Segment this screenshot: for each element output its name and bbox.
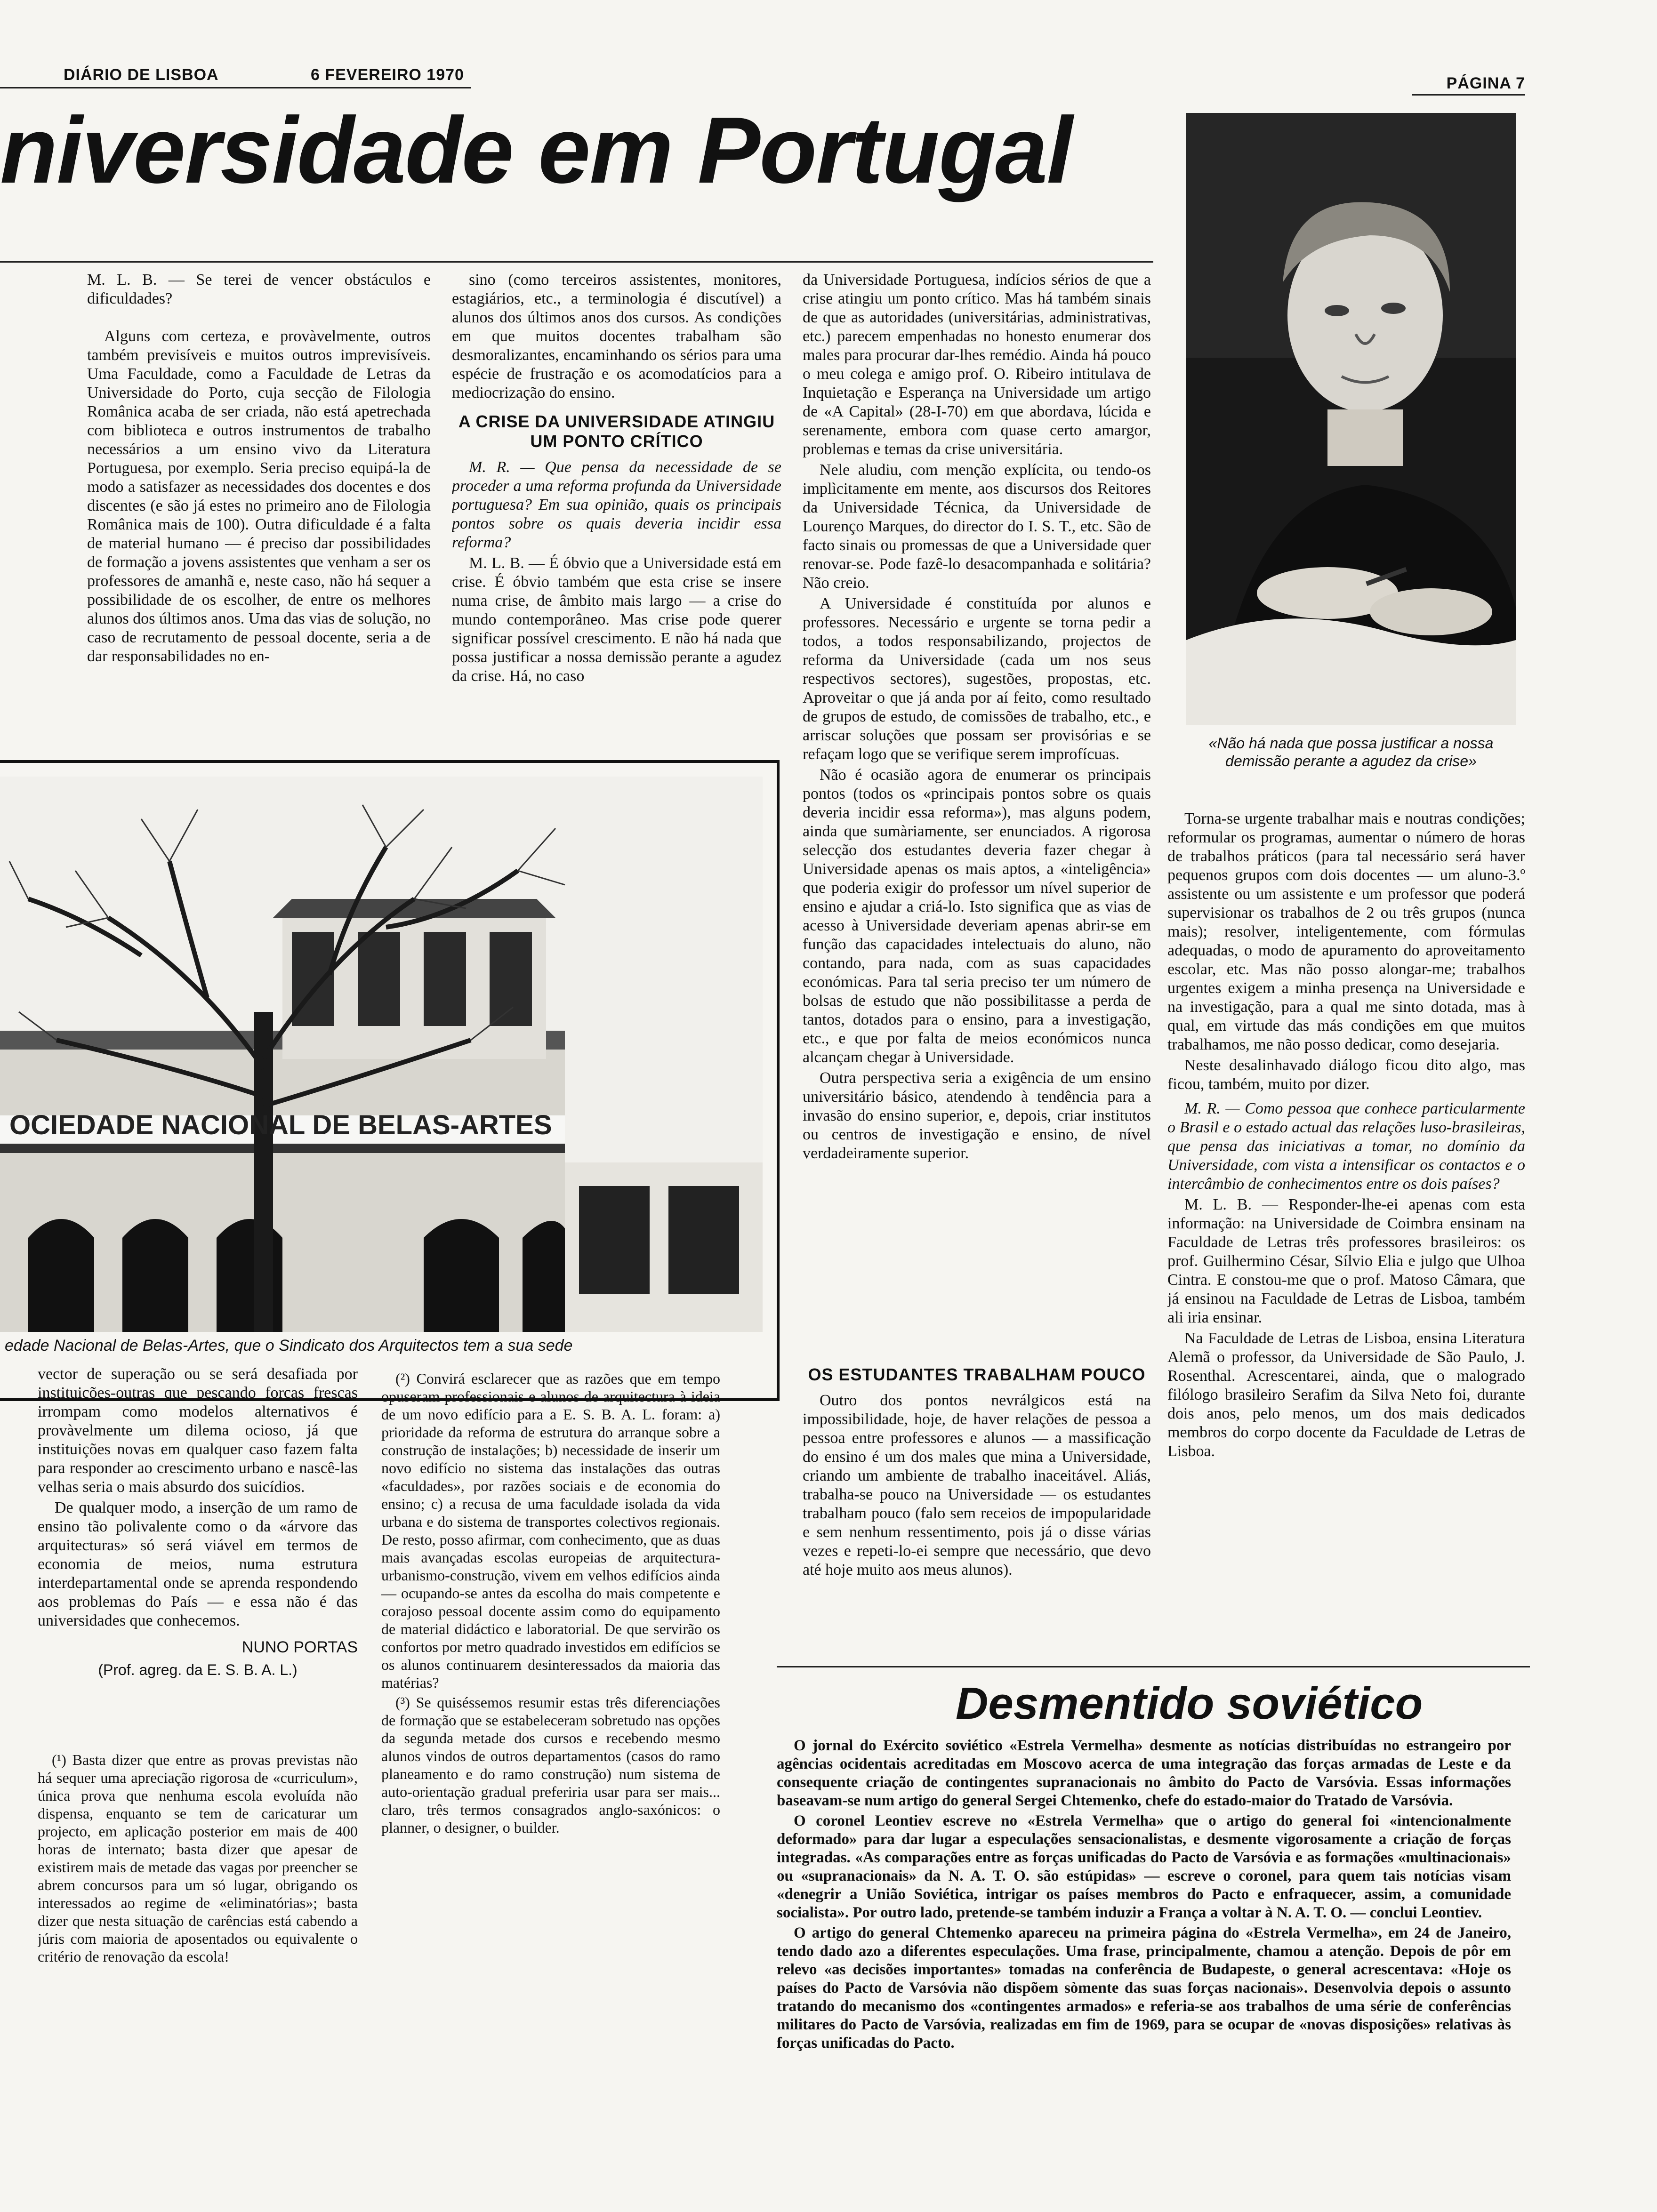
building-photo-caption: edade Nacional de Belas-Artes, que o Sindicato dos Arquitectos tem a sua sede <box>5 1337 573 1354</box>
building-sign: OCIEDADE NACIONAL DE BELAS-ARTES <box>9 1110 552 1140</box>
paragraph: sino (como terceiros assistentes, monitores, estagiários, etc., a terminologia é discutível) a alunos dos últimos anos dos cursos. As condições em que muitos docentes trabalham são desmoralizantes, encaminhando os sérios para uma espécie de frustração e os acomodatícios para a mediocrização do ensino. <box>452 271 781 401</box>
interview-answer: M. L. B. — Responder-lhe-ei apenas com esta informação: na Universidade de Coimbra ensinam na Faculdade de Letras três professores brasileiros: os prof. Guilhermino César, Sílvio Elia e julgo que Ulhoa Cintra. E constou-me que o prof. Matoso Câmara, que já ensinou na Faculdade de Letras de Lisboa, também ali iria ensinar. <box>1167 1196 1525 1326</box>
footnote-1 <box>38 1751 358 2080</box>
portrait-illustration <box>1186 113 1516 725</box>
bottom-column-middle <box>381 1370 720 2085</box>
masthead-rule <box>0 87 471 88</box>
paragraph: Torna-se urgente trabalhar mais e noutras condições; reformular os programas, aumentar o número de horas de trabalhos práticos (para tal necessário será haver pequenos grupos com dois docentes — um aluno-3.º assistente ou um assistente e um professor que poderá supervisionar os trabalhos de 2 ou três grupos (nunca mais); resolver, inteligentemente, com fórmulas adequadas, o modo de apuramento do aproveitamento escolar, etc. Mas não posso alongar-me; trabalhos urgentes exigem a minha presença na Universidade e na investigação, para a qual me sinto dotada, mas à qual, em virtude das más condições em que muitos trabalhamos, me não posso dedicar, como desejaria. <box>1167 810 1525 1053</box>
footnote-text: (²) Convirá esclarecer que as razões que em tempo opuseram professionais e alunos de arquitectura à ideia de um novo edifício para a E. S. B. A. L. foram: a) prioridade da reforma de estrutura do arranque sobre a construção de instalações; b) necessidade de inserir um novo edifício no sistema das instalações das outras «faculdades», por razões sociais e de economia do ensino; c) a recusa de uma faculdade isolada da vida urbana e do sistema de transportes colectivos regionais. De resto, posso afirmar, com conhecimento, que as duas mais avançadas escolas europeias de arquitectura-urbanismo-construção, vivem em velhos edifícios ainda — ocupando-se antes da escolha do mais competente e corajoso pessoal docente assim como do equipamento de material didáctico e laboratorial. De que servirão os confortos por metro quadrado investidos em edifícios se os alunos continuarem desinteressados da maioria das matérias? <box>381 1370 720 1691</box>
headline: niversidade em Portugal <box>0 98 1072 203</box>
headline-rule <box>0 261 1153 263</box>
building-illustration <box>0 777 763 1332</box>
box-top-rule <box>777 1666 1530 1667</box>
bottom-column-left <box>38 1365 358 1741</box>
paragraph: Nele aludiu, com menção explícita, ou tendo-os implìcitamente em mente, aos discursos dos Reitores da Universidade Técnica, da Universidade de Lourenço Marques, do director do I. S. T., etc. São de facto sinais ou promessas de que a Universidade quer renovar-se. Pode fazê-lo desacompanhada e solitária? Não creio. <box>803 461 1151 592</box>
interview-question: M. R. — Como pessoa que conhece particularmente o Brasil e o estado actual das relações luso-brasileiras, que pensa das iniciativas a tomar, no domínio da Universidade, com vista a intensificar os contactos e o intercâmbio de conhecimentos entre os dois países? <box>1167 1100 1525 1193</box>
article-column-4 <box>1167 809 1525 1657</box>
footnote-text: (³) Se quiséssemos resumir estas três diferenciações de formação que se estabeleceram sobretudo nas opções da segunda metade dos cursos e recebendo mesmo alunos vindos de outros departamentos (casos do ramo planeamento e do ramo construção) num sistema de auto-orientação gradual preferiria usar para ser mais... claro, três termos consagrados anglo-saxónicos: o planner, o designer, o builder. <box>381 1694 720 1836</box>
building-photo <box>0 777 763 1332</box>
article-column-3 <box>803 271 1151 1348</box>
page-number: PÁGINA 7 <box>1446 74 1525 92</box>
paragraph: O jornal do Exército soviético «Estrela Vermelha» desmente as notícias distribuídas no estrangeiro por agências ocidentais acreditadas em Moscovo acerca de uma integração das forças armadas de Leste e da consequente criação de contingentes supranacionais no âmbito do Pacto de Varsóvia. Essas informações baseavam-se num artigo do general Sergei Chtemenko, chefe do estado-maior do Tratado de Varsóvia. <box>777 1737 1511 1809</box>
interview-answer: M. L. B. — É óbvio que a Universidade está em crise. É óbvio também que esta crise se insere numa crise, de âmbito mais largo — a crise do mundo contemporâneo. Mas crise pode querer significar possível crescimento. E não há nada que possa justificar a nossa demissão perante a agudez da crise. Há, no caso <box>452 554 781 685</box>
article-column-3-continued <box>803 1355 1151 1619</box>
paragraph: Não é ocasião agora de enumerar os principais pontos (todos os «principais pontos sobre os quais deveria incidir essa reforma»), mas alguns podem, ainda que sumàriamente, ser enunciados. A rigorosa selecção dos estudantes deveria fazer chegar à Universidade apenas os mais aptos, a «inteligência» que poderia exigir do professor um nível superior de ensino e ajudar a criá-lo. Isto significa que as vias de acesso à Universidade deveriam apenas abrir-se em função das capacidades intelectuais do aluno, não contando, para nada, com as suas capacidades económicas. Para tal seria preciso ter um número de bolsas de estudo que não possibilitasse a perda de tantos, dotados para o ensino, para a investigação, etc., e que por falta de meios económicos nunca alcançam chegar à Universidade. <box>803 766 1151 1066</box>
paragraph: vector de superação ou se será desafiada por instituições-outras que pescando forças frescas irrompam como modelos alternativos é provàvelmente um dilema ocioso, já que instituições novas em qualquer caso fazem falta para responder ao crescimento urbano e nascê-las velhas seria o mais absurdo dos suicídios. <box>38 1365 358 1496</box>
author-name: NUNO PORTAS <box>241 1638 358 1656</box>
paragraph: Neste desalinhavado diálogo ficou dito algo, mas ficou, também, muito por dizer. <box>1167 1057 1525 1093</box>
subheading-students: OS ESTUDANTES TRABALHAM POUCO <box>808 1365 1146 1384</box>
paragraph: Alguns com certeza, e provàvelmente, outros também previsíveis e muitos outros imprevisíveis. Uma Faculdade, como a Faculdade de Letras da Universidade do Porto, cuja secção de Filologia Românica acaba de ser criada, não está apetrechada com biblioteca e outros instrumentos de trabalho necessários a um ensino vivo da Literatura Portuguesa, por exemplo. Seria preciso equipá-la de modo a satisfazer as necessidades dos docentes e dos discentes (e são já estes no primeiro ano de Filologia Românica mais de 100). Outra dificuldade é a falta de material humano — é preciso dar possibilidades de formação a jovens assistentes que venham a ser os professores de amanhã e, neste caso, não há sequer a possibilidade de os escolher, de entre os melhores alunos dos últimos anos. Uma das vias de solução, no caso de recrutamento de pessoal docente, seria a de dar responsabilidades no en- <box>87 328 431 665</box>
portrait-photo <box>1186 113 1516 725</box>
box-article <box>777 1737 1511 2198</box>
paragraph: A Universidade é constituída por alunos e professores. Necessário e urgente se torna pedir a todos, a todos responsabilizando, projectos de reforma da Universidade (cada um nos seus respectivos sectores), sugestões, propostas, etc. Aproveitar o que já anda por aí feito, como resultado de grupos de estudo, de comissões de trabalho, etc., e arriscar soluções que possam ser provisórias e se refaçam logo que se verifique serem improfícuas. <box>803 595 1151 763</box>
article-column-1 <box>87 271 431 746</box>
paragraph: Outro dos pontos nevrálgicos está na impossibilidade, hoje, de haver relações de pessoa a pessoa entre professores e alunos — a massificação do ensino é um dos males que mina a Universidade, criando um ambiente de trabalho inaceitável. Aliás, trabalha-se pouco na Universidade — os estudantes trabalham pouco (falo sem receios de impopularidade e sem nenhum ressentimento, pois já o disse várias vezes e repeti-lo-ei sempre que necessário, que devo até hoje muito aos meus alunos). <box>803 1392 1151 1579</box>
masthead-rule-right <box>1412 94 1525 96</box>
author-title: (Prof. agreg. da E. S. B. A. L.) <box>98 1661 298 1678</box>
interview-question: M. R. — Que pensa da necessidade de se proceder a uma reforma profunda da Universidade portuguesa? Em sua opinião, quais os principais pontos sobre os quais deveria incidir essa reforma? <box>452 458 781 551</box>
article-column-2 <box>452 271 781 746</box>
paragraph: Na Faculdade de Letras de Lisboa, ensina Literatura Alemã o professor, da Universidade de São Paulo, J. Rosenthal. Acrescentarei, ainda, que o malogrado filólogo brasileiro Serafim da Silva Neto foi, durante dois anos, pelo menos, um dos mais dedicados membros do corpo docente da Faculdade de Letras de Lisboa. <box>1167 1330 1525 1460</box>
paragraph: O coronel Leontiev escreve no «Estrela Vermelha» que o artigo do general foi «intencionalmente deformado» para dar lugar a especulações sensacionalistas, e desmente vigorosamente a criação de forças integradas. «As comparações entre as forças unificadas do Pacto de Varsóvia e as formações «multinacionais» ou «supranacionais» da N. A. T. O. são estúpidas» — escreve o coronel, para quem tais notícias visam «denegrir a União Soviética, intrigar os países membros do Pacto e enfraquecer, assim, a comunidade socialista». Por outro lado, pretende-se também induzir a França a voltar à N. A. T. O. — conclui Leontiev. <box>777 1812 1511 1921</box>
paragraph: M. L. B. — Se terei de vencer obstáculos e dificuldades? <box>87 271 431 307</box>
paragraph: O artigo do general Chtemenko apareceu na primeira página do «Estrela Vermelha», em 24 de Janeiro, tendo dado azo a diferentes especulações. Uma frase, principalmente, chamou a atenção. Depois de pôr em relevo «as decisões importantes» tomadas na conferência de Budapeste, o general acrescentava: «Hoje os países do Pacto de Varsóvia não dispõem sòmente das suas forças nacionais». Desenvolvia depois o assunto tratando do mecanismo dos «contingentes armados» e referia-se aos trabalhos de uma série de conferências militares do Pacto de Varsóvia, realizadas em fim de 1969, para se ocupar de «novas disposições» relativas às forças unificadas do Pacto. <box>777 1924 1511 2052</box>
subheading-crisis: A CRISE DA UNIVERSIDADE ATINGIU UM PONTO CRÍTICO <box>458 412 775 451</box>
newspaper-name: DIÁRIO DE LISBOA <box>64 66 219 84</box>
portrait-caption: «Não há nada que possa justificar a nossa demissão perante a agudez da crise» <box>1208 735 1494 769</box>
paragraph: Outra perspectiva seria a exigência de um ensino universitário básico, atendendo à tendência para a invasão do ensino superior, e, depois, criar institutos ou centros de investigação e ensino, de nível verdadeiramente superior. <box>803 1069 1151 1162</box>
paragraph: da Universidade Portuguesa, indícios sérios de que a crise atingiu um ponto crítico. Mas há também sinais de que as autoridades (universitárias, administrativas, etc.) parecem empenhadas no honesto enumerar dos males para procurar dar-lhes remédio. Ainda há pouco o meu colega e amigo prof. O. Ribeiro intitulava de Inquietação e Esperança na Universidade um artigo de «A Capital» (28-I-70) em que abordava, lúcida e serenamente, embora com quase certo amargor, problemas e temas da crise universitária. <box>803 271 1151 458</box>
paragraph: De qualquer modo, a inserção de um ramo de ensino tão polivalente como o da «árvore das arquitecturas» só será viável em termos de economia de meios, numa estrutura interdepartamental onde se aprenda respondendo aos problemas do País — e essa não é das universidades que conhecemos. <box>38 1499 358 1629</box>
issue-date: 6 FEVEREIRO 1970 <box>311 66 464 84</box>
footnote-text: (¹) Basta dizer que entre as provas previstas não há sequer uma apreciação rigorosa de «curriculum», única prova que nenhuma escola evoluída não dispensa, enquanto se tem de caricaturar um projecto, em aplicação posterior em mais de 400 horas de internato; basta dizer que apesar de existirem mais de metade das vagas por preencher se abrem concursos para um só lugar, obrigando os interessados ao regime de «eliminatórias»; basta dizer que nesta situação de carências está cabendo a júris com maioria de aposentados ou equivalente o critério de renovação da escola! <box>38 1751 358 1965</box>
box-headline: Desmentido soviético <box>956 1678 1423 1729</box>
masthead <box>0 61 1657 94</box>
